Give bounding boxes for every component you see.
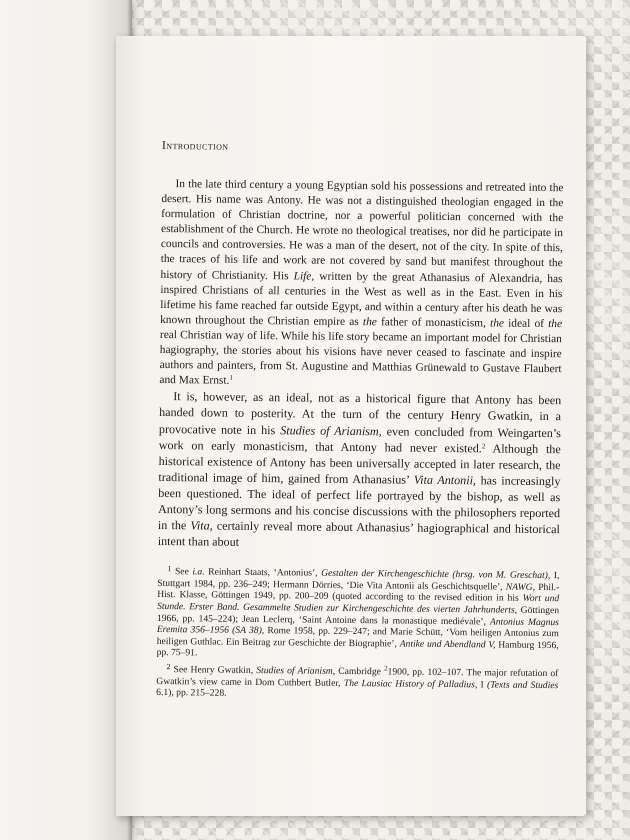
italic-text: i.a. [192,566,205,578]
italic-text: Studies of Arianism, [256,665,336,677]
italic-text: Gestalten der Kirchengeschichte (hrsg. von M. Greschat), [321,567,551,582]
text-run: even concluded from Weingarten’s work on early monasticism, that Antony had never existed. [158,423,562,455]
text-run: ideal of [503,317,549,330]
paragraph-1 [159,177,563,393]
footnote-ref-2: 2 [481,441,486,450]
text-run: has increasingly been questioned. The ideal of perfect life portrayed by the bishop, as well as Antony’s long sermons and his concise discussions with the philosophers reported in the [157,473,561,533]
footnote-number: 1 [167,564,172,574]
text-run: I [477,678,488,691]
text-run: 6.1), pp. 215–228. [156,687,227,699]
text-run: real Christian way of life. While his life story became an important model for Christian hagiography, the stories about his visions have never ceased to fascinate and inspire authors and painters, from St. Augustine and Matthias Grünewald to Gustave Flaubert and Max Ernst. [159,328,562,387]
italic-text: Vita Antonii, [413,472,477,488]
italic-text: the [548,317,563,331]
italic-text: Antike und Abendland V, [399,638,496,651]
italic-text: the [362,315,377,329]
italic-text: NAWG, [505,581,536,593]
text-run: father of monasticism, [376,316,491,330]
text-run: certainly reveal more about Athanasius’ hagiographical and historical intent than about [157,518,561,549]
italic-text: the [489,317,505,330]
italic-text: Studies of Arianism, [280,422,382,438]
edition-superscript: 2 [384,664,388,673]
text-run: It is, however, as an ideal, not as a historical figure that Antony has been handed down to posterity. At the turn of the century Henry Gwatkin, in a provocative note in his [158,389,562,437]
text-run: I, Stuttgart 1984, pp. 236–249; Hermann Dörries, ‘Die Vita Antonii als Geschichtsquelle’, [157,570,560,593]
text-run: See [171,566,193,578]
footnote-1 [157,563,560,663]
text-run: Göttingen 1966, pp. 145–224); Jean Leclerq, ‘Saint Antoine dans la monastique mediévale’, [156,604,560,628]
page-content [156,138,564,705]
italic-text: Life, [293,269,315,283]
italic-text: Wort und Stunde. Erster Band. Gesammelte Studien zur Kirchengeschichte des vierten Jahrhunderts, [157,593,560,616]
text-run: Cambridge [335,665,385,678]
page-title: Introduction [161,138,229,153]
text-run: See Henry Gwatkin, [170,664,257,677]
text-run: 1900, pp. 102–107. The major refutation of Gwatkin’s view came in Dom Cuthbert Butler, [156,666,559,689]
left-page-edge [0,0,132,840]
text-run: written by the great Athanasius of Alexandria, has inspired Christians of all centuries in the West as well as in the East. Even in his lifetime his fame reached far outside Egypt, and within a century after his death he was known throughout the Christian empire as [160,270,563,328]
text-run: In the late third century a young Egyptian sold his possessions and retreated into the desert. His name was Antony. He was not a distinguished theologian engaged in the formulation of Christian doctrine, nor a powerful politician concerned with the establishment of the Church. He wrote no theological treatises, nor did he participate in councils and controversies. He was a man of the desert, not of the city. In spite of this, the traces of his life and work are not covered by sand but manifest throughout the history of Christianity. His [160,178,564,282]
body-text [158,177,564,553]
text-run: Although the historical existence of Antony has been universally accepted in later research, the traditional image of him, gained from Athanasius’ [158,440,561,487]
italic-text: Vita, [190,518,213,533]
footnote-2 [156,661,558,703]
italic-text: Antonius Magnus Eremita 356–1956 (SA 38), [156,616,560,637]
italic-text: The Lausiac History of Palladius, [343,677,478,690]
footnote-ref-1: 1 [229,373,233,382]
text-run: Phil.-Hist. Klasse, Göttingen 1949, pp. 200–209 (quoted according to the revised edition in his [157,581,560,605]
italic-text: (Texts and Studies [486,679,559,691]
footnote-number: 2 [166,662,171,672]
text-run: Rome 1958, pp. 229–247; and Marie Schütt, ‘Vom heiligen Antonius zum heiligen Guthlac. Ein Beitrag zur Geschichte der Biographie’, [156,625,559,650]
paragraph-2 [158,388,562,553]
footnotes [156,563,559,703]
text-run: Hamburg 1956, pp. 75–91. [156,639,559,659]
text-run: Reinhart Staats, ‘Antonius’, [204,566,322,579]
